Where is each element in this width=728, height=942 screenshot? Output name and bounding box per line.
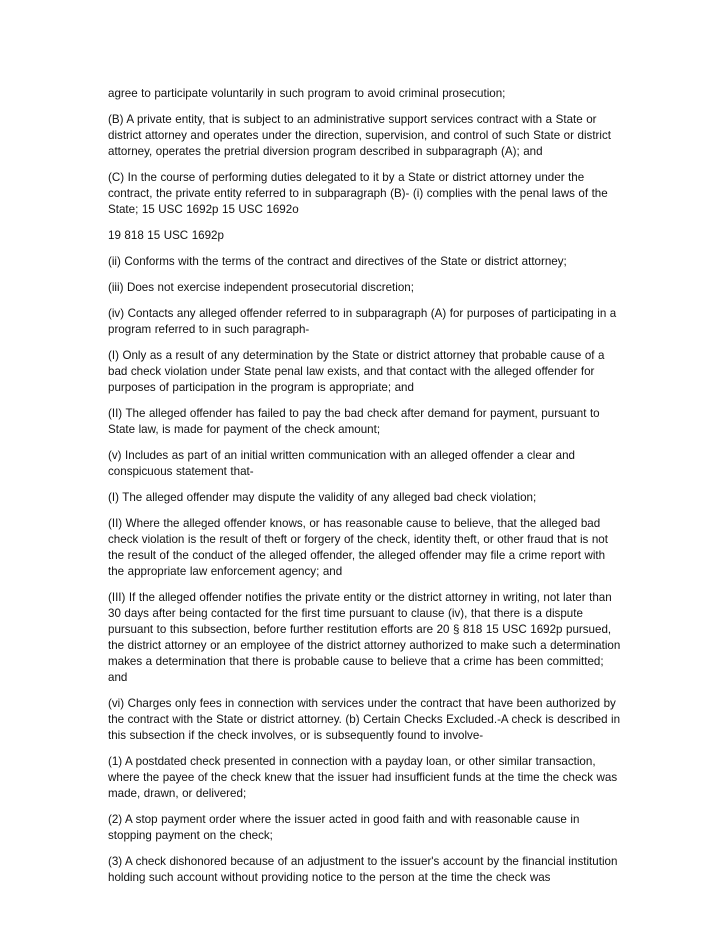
subclause-v-ii: (II) Where the alleged offender knows, or has reasonable cause to believe, that the alleged bad check violation is the result of theft or forgery of the check, identity theft, or other fraud that is not the result of the conduct of the alleged offender, the alleged offender may file a crime report with the appropriate law enforcement agency; and (108, 517, 608, 578)
paragraph-continuation: agree to participate voluntarily in such program to avoid criminal prosecution; (108, 87, 506, 100)
subclause-iv-ii: (II) The alleged offender has failed to pay the bad check after demand for payment, pursuant to State law, is made for payment of the check amount; (108, 407, 600, 436)
subclause-iv-i: (I) Only as a result of any determination by the State or district attorney that probable cause of a bad check violation under State penal law exists, and that contact with the alleged offender for purposes of participation in the program is appropriate; and (108, 349, 605, 394)
document-body (108, 86, 624, 896)
clause-iv: (iv) Contacts any alleged offender referred to in subparagraph (A) for purposes of participating in a program referred to in such paragraph- (108, 307, 617, 336)
clause-v: (v) Includes as part of an initial written communication with an alleged offender a clear and conspicuous statement that- (108, 449, 575, 478)
subclause-v-i: (I) The alleged offender may dispute the validity of any alleged bad check violation; (108, 491, 537, 504)
item-3: (3) A check dishonored because of an adjustment to the issuer's account by the financial institution holding such account without providing notice to the person at the time the check was (108, 855, 618, 884)
paragraph-b: (B) A private entity, that is subject to an administrative support services contract with a State or district attorney and operates under the direction, supervision, and control of such State or district attorney, operates the pretrial diversion program described in subparagraph (A); and (108, 113, 611, 158)
page-reference: 19 818 15 USC 1692p (108, 229, 224, 242)
clause-iii: (iii) Does not exercise independent prosecutorial discretion; (108, 281, 414, 294)
paragraph-c: (C) In the course of performing duties delegated to it by a State or district attorney under the contract, the private entity referred to in subparagraph (B)- (i) complies with the penal laws of the State; 15 USC 1692p 15 USC 1692o (108, 171, 608, 216)
clause-ii: (ii) Conforms with the terms of the contract and directives of the State or district attorney; (108, 255, 567, 268)
subclause-v-iii: (III) If the alleged offender notifies the private entity or the district attorney in writing, not later than 30 days after being contacted for the first time pursuant to clause (iv), that there is a dispute pursuant to this subsection, before further restitution efforts are 20 § 818 15 USC 1692p pursued, the district attorney or an employee of the district attorney authorized to make such a determination makes a determination that there is probable cause to believe that a crime has been committed; and (108, 591, 621, 684)
clause-vi: (vi) Charges only fees in connection with services under the contract that have been authorized by the contract with the State or district attorney. (b) Certain Checks Excluded.-A check is described in this subsection if the check involves, or is subsequently found to involve- (108, 697, 621, 742)
item-1: (1) A postdated check presented in connection with a payday loan, or other similar transaction, where the payee of the check knew that the issuer had insufficient funds at the time the check was made, drawn, or delivered; (108, 755, 618, 800)
item-2: (2) A stop payment order where the issuer acted in good faith and with reasonable cause in stopping payment on the check; (108, 813, 580, 842)
